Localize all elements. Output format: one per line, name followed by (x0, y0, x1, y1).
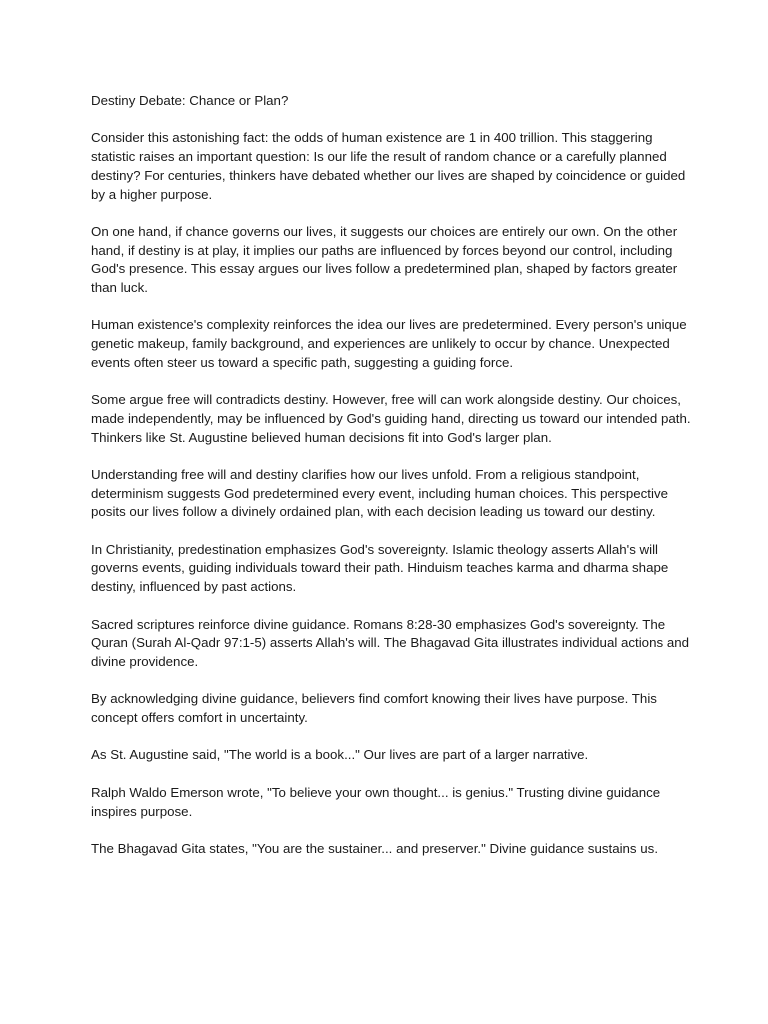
paragraph-thesis: On one hand, if chance governs our lives, it suggests our choices are entirely our own. On the other hand, if destiny is at play, it implies our paths are influenced by forces beyond our control, including God's presence. This essay argues our lives follow a predetermined plan, shaped by factors greater than luck. (91, 223, 678, 295)
paragraph-religions: In Christianity, predestination emphasizes God's sovereignty. Islamic theology asserts Allah's will governs events, guiding individuals toward their path. Hinduism teaches karma and dharma shape destiny, influenced by past actions. (91, 541, 669, 595)
paragraph-free-will: Some argue free will contradicts destiny. However, free will can work alongside destiny. Our choices, made independently, may be influenced by God's guiding hand, directing us toward our intended path. Thinkers like St. Augustine believed human decisions fit into God's larger plan. (91, 392, 691, 445)
paragraph-complexity: Human existence's complexity reinforces the idea our lives are predetermined. Every person's unique genetic makeup, family background, and experiences are unlikely to occur by chance. Unexpected events often steer us toward a specific path, suggesting a guiding force. (91, 317, 687, 370)
paragraph-emerson-quote: Ralph Waldo Emerson wrote, "To believe your own thought... is genius." Trusting divine guidance inspires purpose. (91, 784, 661, 819)
paragraph-intro: Consider this astonishing fact: the odds of human existence are 1 in 400 trillion. This staggering statistic raises an important question: Is our life the result of random chance or a carefully planned destiny? For centuries, thinkers have debated whether our lives are shaped by coincidence or guided by a higher purpose. (91, 130, 686, 202)
paragraph-determinism: Understanding free will and destiny clarifies how our lives unfold. From a religious standpoint, determinism suggests God predetermined every event, including human choices. This perspective posits our lives follow a divinely ordained plan, with each decision leading us toward our destiny. (91, 466, 668, 520)
paragraph-gita-quote: The Bhagavad Gita states, "You are the sustainer... and preserver." Divine guidance sustains us. (91, 840, 659, 856)
document-title: Destiny Debate: Chance or Plan? (91, 93, 289, 108)
paragraph-comfort: By acknowledging divine guidance, believers find comfort knowing their lives have purpose. This concept offers comfort in uncertainty. (91, 691, 657, 726)
paragraph-scriptures: Sacred scriptures reinforce divine guidance. Romans 8:28-30 emphasizes God's sovereignty. The Quran (Surah Al-Qadr 97:1-5) asserts Allah's will. The Bhagavad Gita illustrates individual actions and divine providence. (91, 616, 690, 669)
paragraph-augustine-quote: As St. Augustine said, "The world is a book..." Our lives are part of a larger narrative. (91, 747, 589, 763)
